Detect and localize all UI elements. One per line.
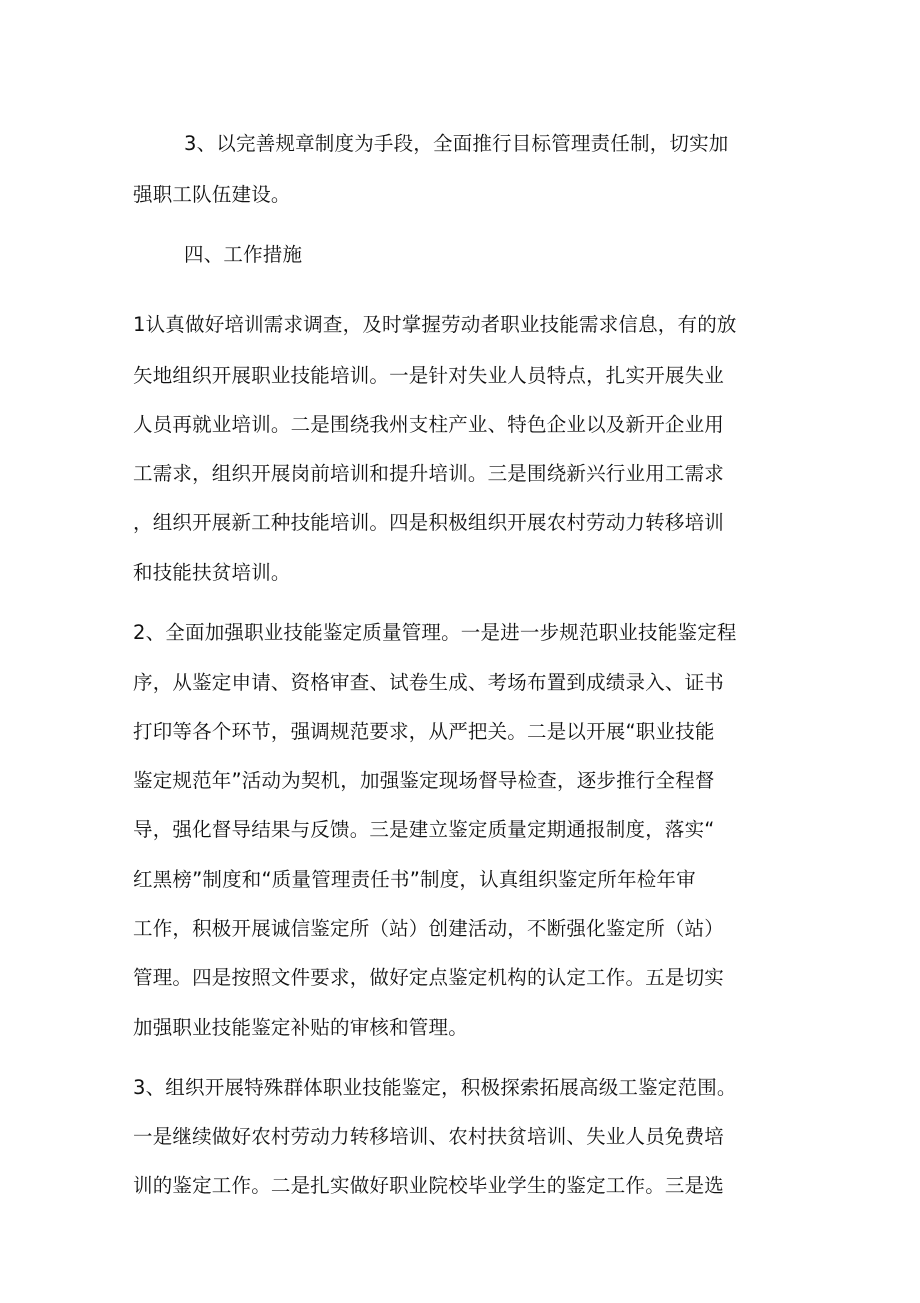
para2-line-5: 导，强化督导结果与反馈。三是建立鉴定质量定期通报制度，落实“: [133, 818, 715, 841]
para1-line-2: 矢地组织开展职业技能培训。一是针对失业人员特点，扎实开展失业: [133, 364, 725, 387]
para2-line-7: 工作，积极开展诚信鉴定所（站）创建活动，不断强化鉴定所（站）: [133, 917, 725, 940]
para1-line-4: 工需求，组织开展岗前培训和提升培训。三是围绕新兴行业用工需求: [133, 462, 725, 485]
para1-line-5: ，组织开展新工种技能培训。四是积极组织开展农村劳动力转移培训: [133, 511, 725, 534]
section-heading: 四、工作措施: [184, 243, 303, 266]
para1-line-6: 和技能扶贫培训。: [133, 561, 291, 584]
para3-line-1: 3、组织开展特殊群体职业技能鉴定，积极探索拓展高级工鉴定范围。: [133, 1076, 737, 1099]
para1-line-3: 人员再就业培训。二是围绕我州支柱产业、特色企业以及新开企业用: [133, 413, 725, 436]
para2-line-6: 红黑榜”制度和“质量管理责任书”制度，认真组织鉴定所年检年审: [133, 868, 696, 891]
para3-line-2: 一是继续做好农村劳动力转移培训、农村扶贫培训、失业人员免费培: [133, 1125, 725, 1148]
para3-line-3: 训的鉴定工作。二是扎实做好职业院校毕业学生的鉴定工作。三是选: [133, 1174, 725, 1197]
para2-line-8: 管理。四是按照文件要求，做好定点鉴定机构的认定工作。五是切实: [133, 966, 725, 989]
para2-line-2: 序，从鉴定申请、资格审查、试卷生成、考场布置到成绩录入、证书: [133, 671, 725, 694]
para2-line-3: 打印等各个环节，强调规范要求，从严把关。二是以开展“职业技能: [133, 720, 715, 743]
para2-line-1: 2、全面加强职业技能鉴定质量管理。一是进一步规范职业技能鉴定程: [133, 621, 737, 644]
para1-line-1: 1认真做好培训需求调查，及时掌握劳动者职业技能需求信息，有的放: [133, 313, 737, 336]
para2-line-4: 鉴定规范年”活动为契机，加强鉴定现场督导检查，逐步推行全程督: [133, 769, 715, 792]
item3-line-2: 强职工队伍建设。: [133, 183, 291, 206]
item3-line-1: 3、以完善规章制度为手段，全面推行目标管理责任制，切实加: [184, 132, 729, 155]
para2-line-9: 加强职业技能鉴定补贴的审核和管理。: [133, 1016, 468, 1039]
